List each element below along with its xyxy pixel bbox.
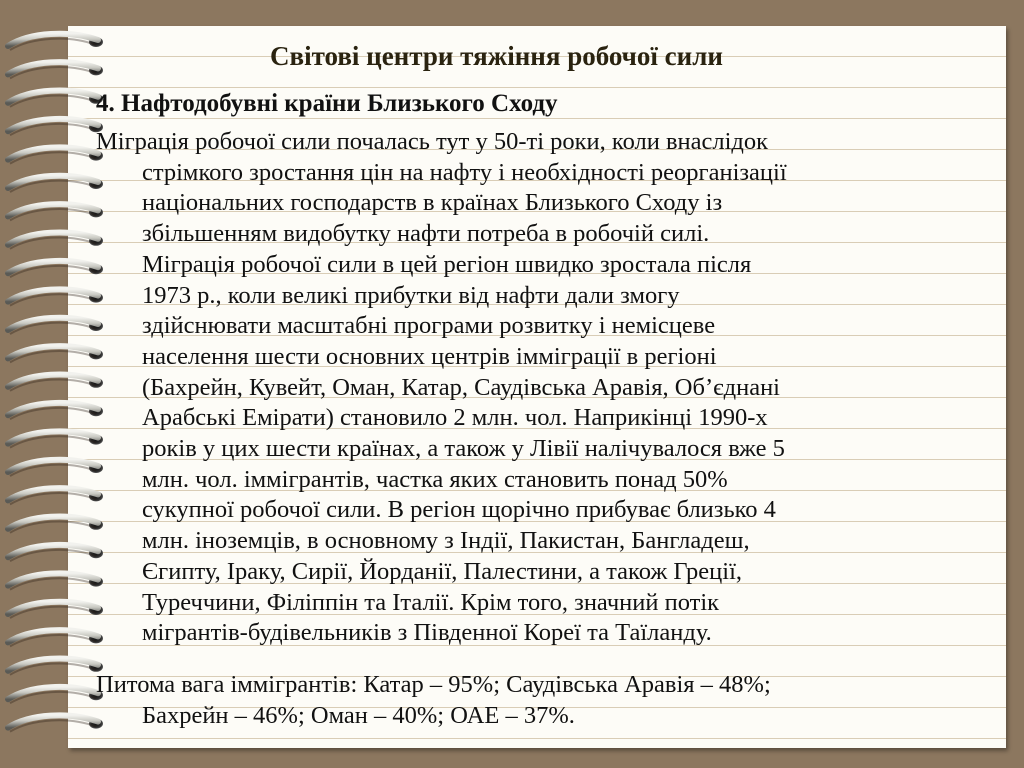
paragraph-line: національних господарств в країнах Близького Сходу із — [142, 189, 723, 217]
spiral-ring — [8, 62, 103, 78]
spiral-ring — [8, 176, 103, 192]
paragraph-line: Міграція робочої сили почалась тут у 50-ті роки, коли внаслідок — [96, 128, 769, 155]
paragraph-line: років у цих шести країнах, а також у Лівії налічувалося вже 5 — [142, 435, 785, 463]
spiral-ring — [8, 289, 103, 305]
paragraph-line: Міграція робочої сили в цей регіон швидко зростала після — [142, 250, 752, 278]
spiral-ring — [8, 659, 103, 675]
spiral-ring — [8, 119, 103, 135]
paragraph-line: збільшенням видобутку нафти потреба в робочій силі. — [142, 220, 710, 248]
body-paragraph-immigrant-share — [96, 670, 1001, 731]
paragraph-line: мігрантів-будівельників з Південної Кореї та Таїланду. — [142, 619, 712, 647]
spiral-ring — [8, 488, 103, 504]
spiral-ring — [8, 204, 103, 220]
paragraph-line: Туреччини, Філіппін та Італії. Крім того, значний потік — [142, 588, 720, 616]
spiral-ring — [8, 261, 103, 277]
spiral-ring — [8, 460, 103, 476]
paragraph-line: Бахрейн – 46%; Оман – 40%; ОАЕ – 37%. — [142, 701, 575, 729]
paragraph-line: стрімкого зростання цін на нафту і необхідності реорганізації — [142, 158, 787, 186]
spiral-ring — [8, 34, 103, 50]
spiral-ring — [8, 318, 103, 334]
paragraph-line: млн. іноземців, в основному з Індії, Пакистан, Бангладеш, — [142, 527, 750, 555]
section-heading: 4. Нафтодобувні країни Близького Сходу — [96, 90, 558, 117]
spiral-ring — [8, 517, 103, 533]
spiral-ring — [8, 687, 103, 703]
paragraph-line: населення шести основних центрів імміграції в регіоні — [142, 342, 717, 370]
spiral-ring — [8, 431, 103, 447]
spiral-ring — [8, 602, 103, 618]
paragraph-line: Арабські Емірати) становило 2 млн. чол. Наприкінці 1990-х — [142, 404, 768, 432]
body-paragraph-migration — [96, 127, 1001, 649]
paragraph-line: здійснювати масштабні програми розвитку і немісцеве — [142, 312, 716, 340]
spiral-ring — [8, 375, 103, 391]
slide-title: Світові центри тяжіння робочої сили — [270, 41, 723, 71]
spiral-ring — [8, 630, 103, 646]
spiral-ring — [8, 403, 103, 419]
spiral-ring — [8, 545, 103, 561]
paragraph-line: 1973 р., коли великі прибутки від нафти дали змогу — [142, 281, 680, 309]
paragraph-line: сукупної робочої сили. В регіон щорічно прибуває близько 4 — [142, 496, 776, 524]
paragraph-line: млн. чол. іммігрантів, частка яких становить понад 50% — [142, 465, 728, 493]
spiral-ring — [8, 573, 103, 589]
spiral-ring — [8, 233, 103, 249]
paragraph-line: Питома вага іммігрантів: Катар – 95%; Саудівська Аравія – 48%; — [96, 671, 771, 698]
spiral-ring — [8, 91, 103, 107]
spiral-ring — [8, 715, 103, 731]
spiral-ring — [8, 346, 103, 362]
spiral-ring — [8, 147, 103, 163]
paragraph-line: Єгипту, Іраку, Сирії, Йорданії, Палестини, а також Греції, — [142, 557, 742, 585]
paragraph-line: (Бахрейн, Кувейт, Оман, Катар, Саудівська Аравія, Об’єднані — [142, 373, 780, 401]
